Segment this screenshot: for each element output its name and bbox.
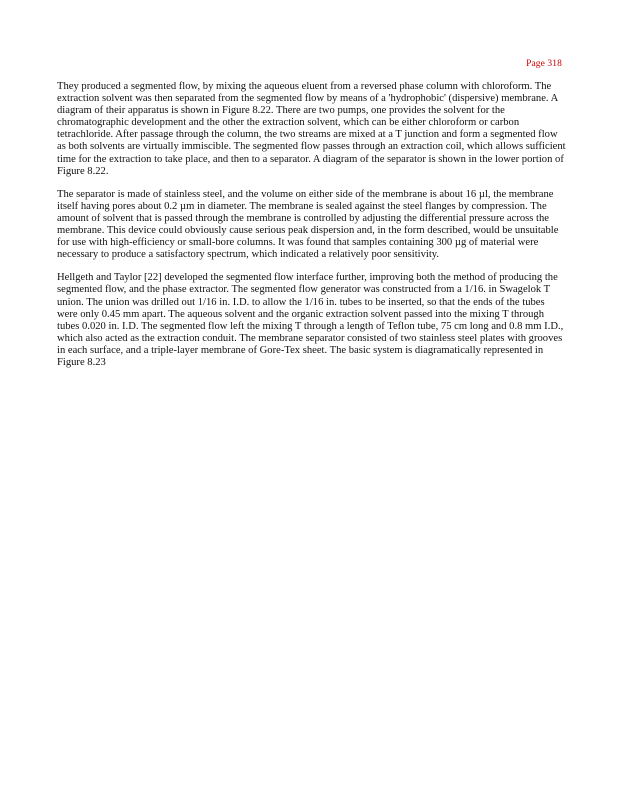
paragraph-hellgeth-taylor: Hellgeth and Taylor [22] developed the segmented flow interface further, improving both the method of producing the segmented flow, and the phase extractor. The segmented flow generator was constructed from a 1/16. in Swagelok T union. The union was drilled out 1/16 in. I.D. to allow the 1/16 in. tubes to be inserted, so that the ends of the tubes were only 0.45 mm apart. The aqueous solvent and the organic extraction solvent passed into the mixing T through tubes 0.020 in. I.D. The segmented flow left the mixing T through a length of Teflon tube, 75 cm long and 0.8 mm I.D., which also acted as the extraction conduit. The membrane separator consisted of two stainless steel plates with grooves in each surface, and a triple-layer membrane of Gore-Tex sheet. The basic system is diagramatically represented in Figure 8.23	[57, 272, 564, 368]
paragraph-segmented-flow: They produced a segmented flow, by mixing the aqueous eluent from a reversed phase column with chloroform. The extraction solvent was then separated from the segmented flow by means of a 'hydrophobic' (dispersive) membrane. A diagram of their apparatus is shown in Figure 8.22. There are two pumps, one provides the solvent for the chromatographic development and the other the extraction solvent, which can be either chloroform or carbon tetrachloride. After passage through the column, the two streams are mixed at a T junction and form a segmented flow as both solvents are virtually immiscible. The segmented flow passes through an extraction coil, which allows sufficient time for the extraction to take place, and then to a separator. A diagram of the separator is shown in the lower portion of Figure 8.22.	[57, 81, 566, 177]
paragraph-separator: The separator is made of stainless steel, and the volume on either side of the membrane is about 16 µl, the membrane itself having pores about 0.2 µm in diameter. The membrane is sealed against the steel flanges by compression. The amount of solvent that is passed through the membrane is controlled by adjusting the differential pressure across the membrane. This device could obviously cause serious peak dispersion and, in the form described, would be unsuitable for use with high-efficiency or small-bore columns. It was found that samples containing 300 µg of material were necessary to produce a satisfactory spectrum, which indicated a relatively poor sensitivity.	[57, 188, 559, 261]
page-number: Page 318	[526, 59, 562, 69]
body-text	[57, 81, 567, 380]
